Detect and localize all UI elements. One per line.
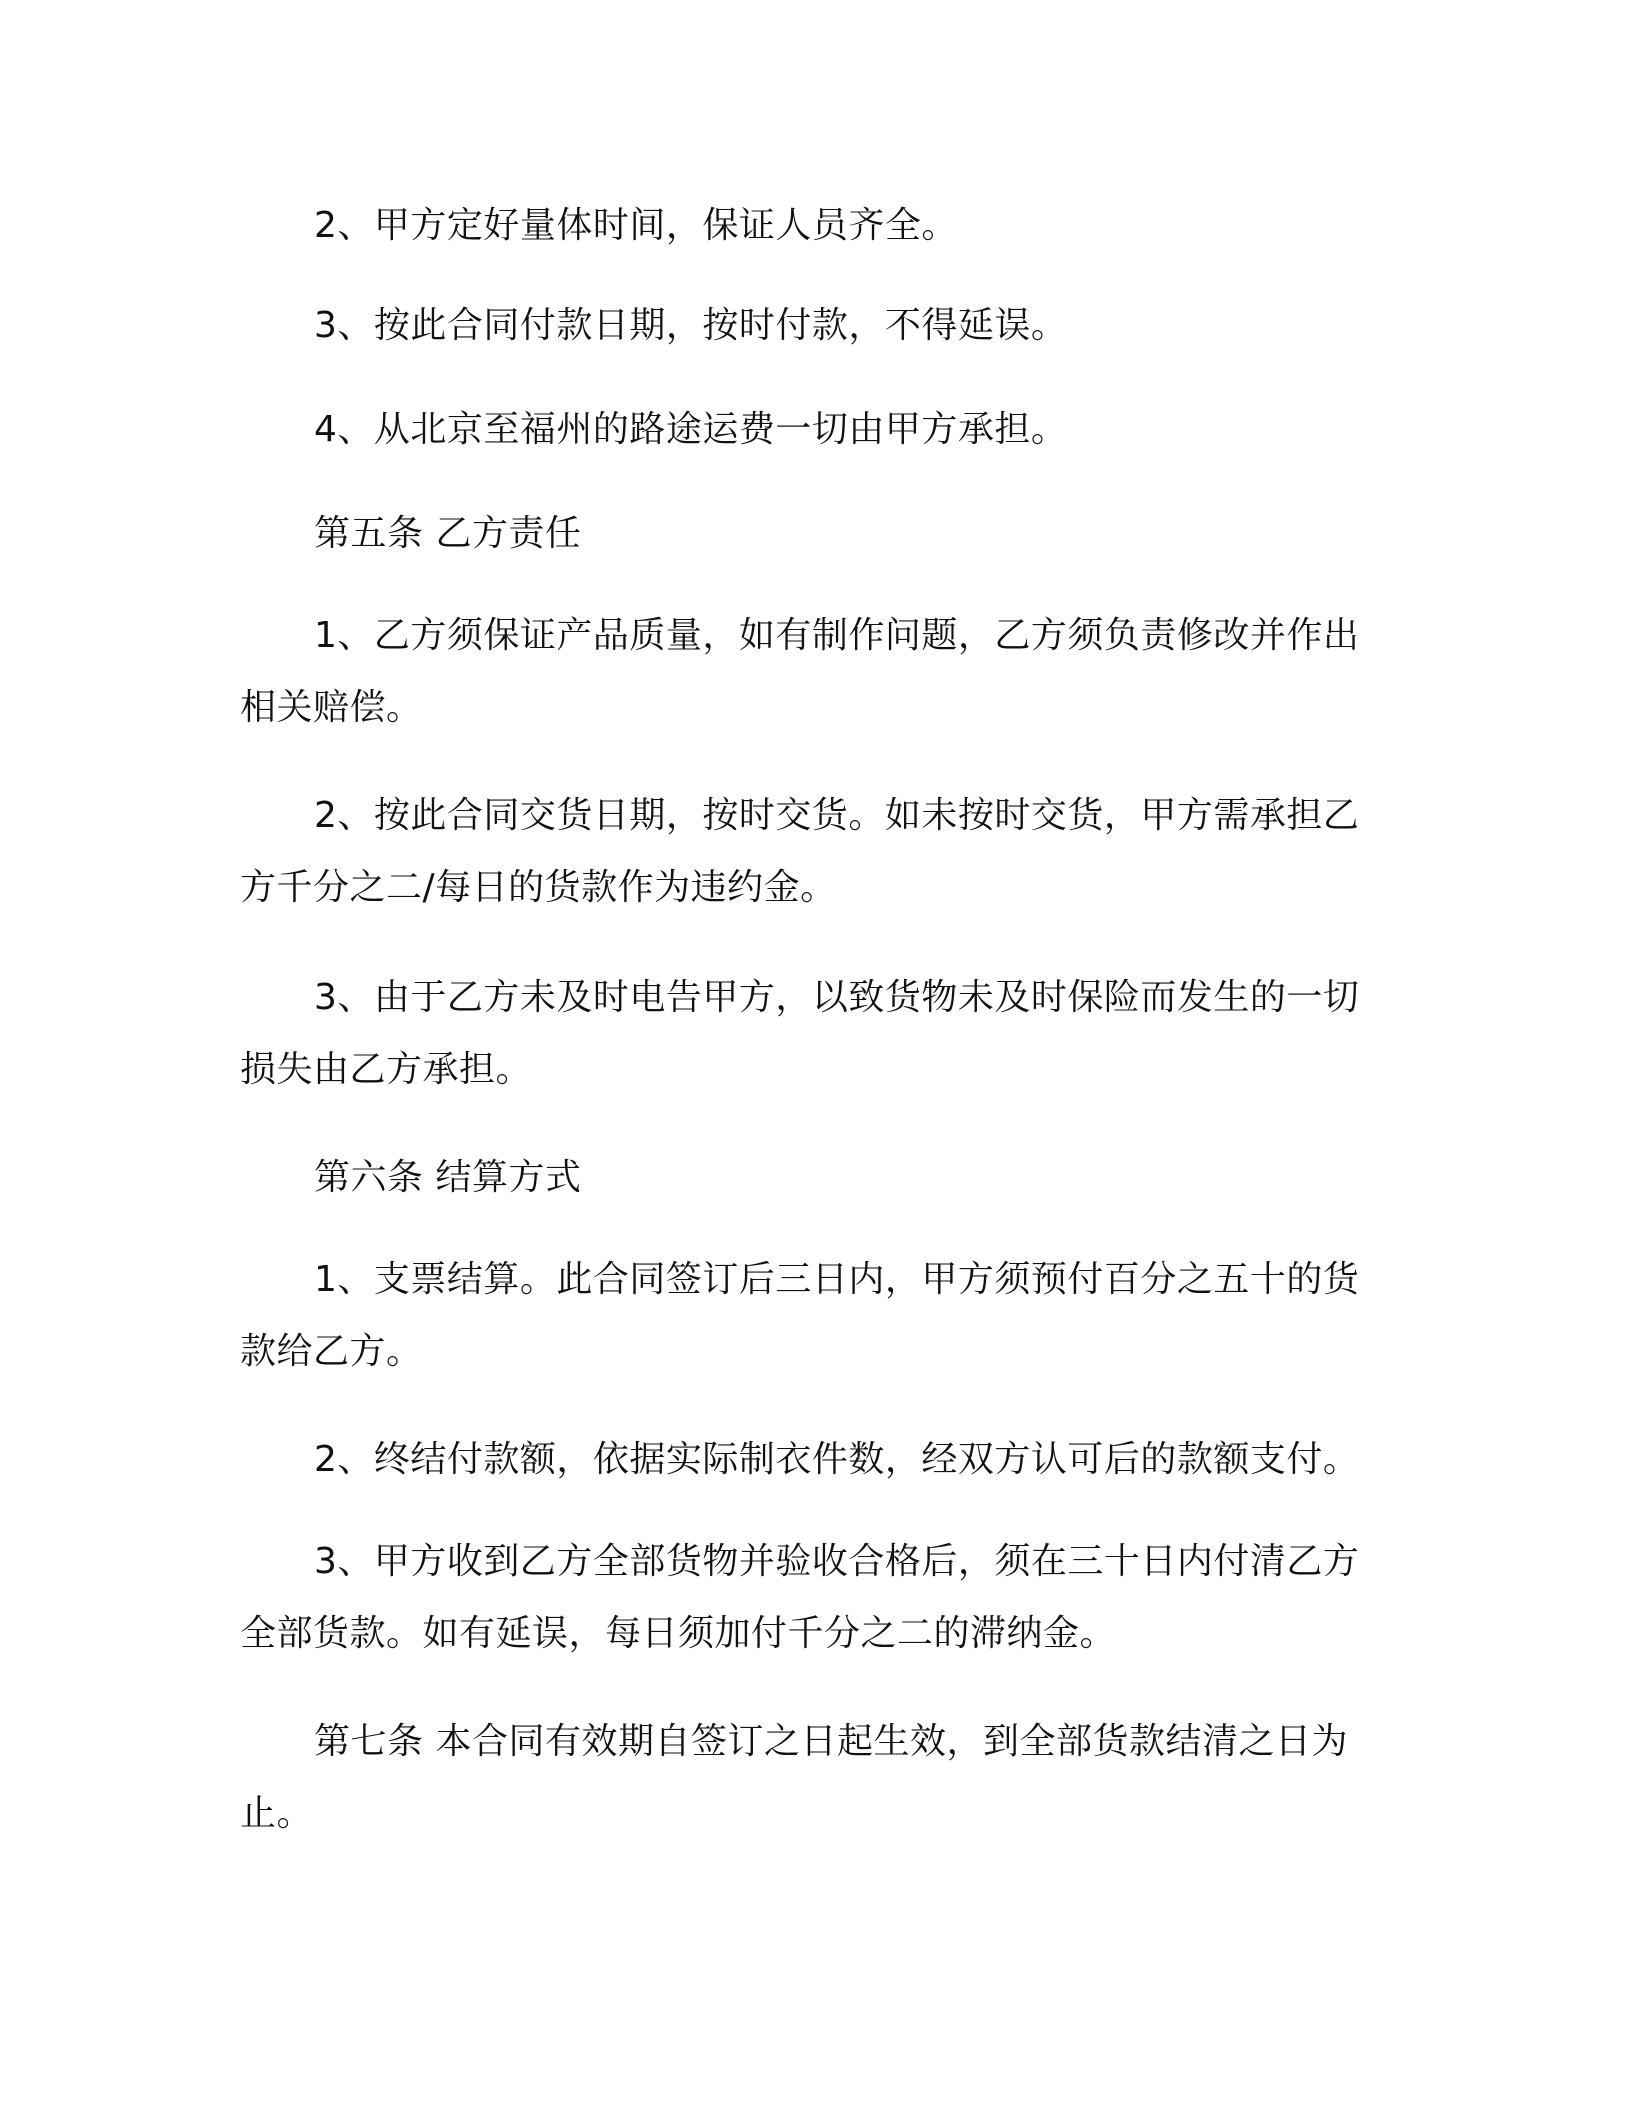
clause-5-item-1: 1、乙方须保证产品质量，如有制作问题，乙方须负责修改并作出相关赔偿。: [240, 615, 1360, 728]
clause-6-item-1: 1、支票结算。此合同签订后三日内，甲方须预付百分之五十的货款给乙方。: [240, 1259, 1360, 1372]
clause-6-heading: 第六条 结算方式: [314, 1157, 582, 1198]
clause-6-item-2: 2、终结付款额，依据实际制衣件数，经双方认可后的款额支付。: [314, 1439, 1360, 1480]
clause-7-paragraph: 第七条 本合同有效期自签订之日起生效，到全部货款结清之日为止。: [240, 1721, 1348, 1834]
clause-4-item-2: 2、甲方定好量体时间，保证人员齐全。: [314, 205, 958, 246]
clause-6-item-3: 3、甲方收到乙方全部货物并验收合格后，须在三十日内付清乙方全部货款。如有延误，每日须加付千分之二的滞纳金。: [240, 1541, 1360, 1654]
clause-5-item-3: 3、由于乙方未及时电告甲方，以致货物未及时保险而发生的一切损失由乙方承担。: [240, 977, 1360, 1090]
clause-5-item-2: 2、按此合同交货日期，按时交货。如未按时交货，甲方需承担乙方千分之二/每日的货款作为违约金。: [240, 795, 1360, 908]
clause-4-item-3: 3、按此合同付款日期，按时付款，不得延误。: [314, 305, 1068, 346]
clause-4-item-4: 4、从北京至福州的路途运费一切由甲方承担。: [314, 409, 1068, 450]
clause-5-heading: 第五条 乙方责任: [314, 513, 582, 554]
